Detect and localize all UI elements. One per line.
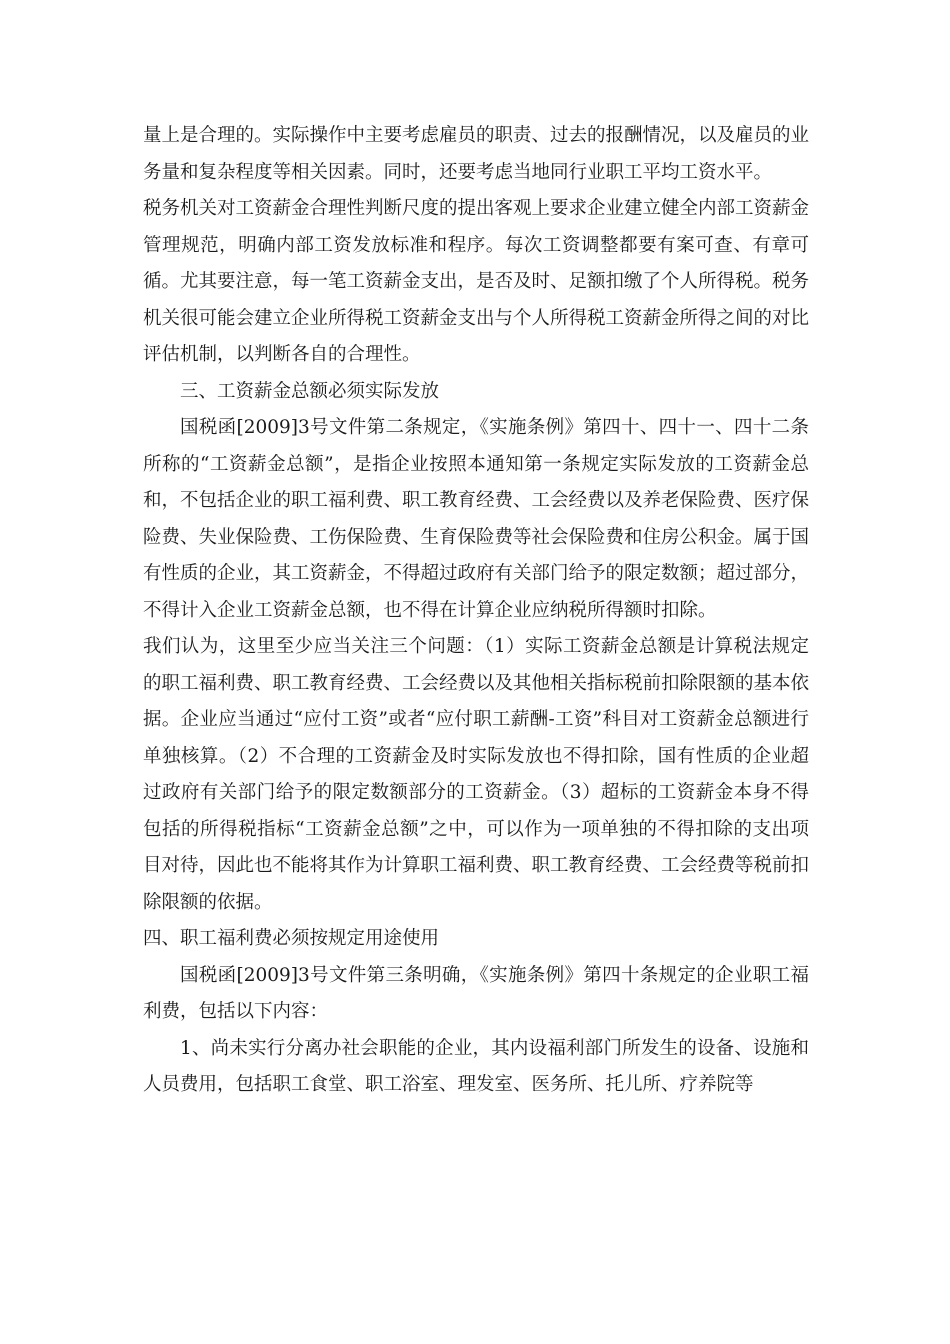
paragraph-1: 量上是合理的。实际操作中主要考虑雇员的职责、过去的报酬情况，以及雇员的业务量和复杂程度等相关因素。同时，还要考虑当地同行业职工平均工资水平。 — [143, 125, 810, 183]
section-heading-4: 四、职工福利费必须按规定用途使用 — [143, 928, 440, 949]
paragraph-8: 1、尚未实行分离办社会职能的企业，其内设福利部门所发生的设备、设施和人员费用，包括职工食堂、职工浴室、理发室、医务所、托儿所、疗养院等 — [143, 1037, 809, 1095]
section-heading-3: 三、工资薪金总额必须实际发放 — [180, 380, 440, 402]
paragraph-5: 我们认为，这里至少应当关注三个问题：（1）实际工资薪金总额是计算税法规定的职工福利费、职工教育经费、工会经费以及其他相关指标税前扣除限额的基本依据。企业应当通过“应付工资”或者“应付职工薪酬-工资”科目对工资薪金总额进行单独核算。（2）不合理的工资薪金及时实际发放也不得扣除，国有性质的企业超过政府有关部门给予的限定数额部分的工资薪金。（3）超标的工资薪金本身不得包括的所得税指标“工资薪金总额”之中，可以作为一项单独的不得扣除的支出项目对待，因此也不能将其作为计算职工福利费、职工教育经费、工会经费等税前扣除限额的依据。 — [143, 636, 810, 913]
paragraph-7: 国税函[2009]3号文件第三条明确，《实施条例》第四十条规定的企业职工福利费，包括以下内容： — [143, 964, 809, 1022]
paragraph-4: 国税函[2009]3号文件第二条规定，《实施条例》第四十、四十一、四十二条所称的“工资薪金总额”，是指企业按照本通知第一条规定实际发放的工资薪金总和，不包括企业的职工福利费、职工教育经费、工会经费以及养老保险费、医疗保险费、失业保险费、工伤保险费、生育保险费等社会保险费和住房公积金。属于国有性质的企业，其工资薪金，不得超过政府有关部门给予的限定数额；超过部分，不得计入企业工资薪金总额，也不得在计算企业应纳税所得额时扣除。 — [143, 417, 810, 621]
document-body — [143, 118, 809, 1104]
paragraph-2: 税务机关对工资薪金合理性判断尺度的提出客观上要求企业建立健全内部工资薪金管理规范，明确内部工资发放标准和程序。每次工资调整都要有案可查、有章可循。尤其要注意，每一笔工资薪金支出，是否及时、足额扣缴了个人所得税。税务机关很可能会建立企业所得税工资薪金支出与个人所得税工资薪金所得之间的对比评估机制，以判断各自的合理性。 — [143, 198, 810, 365]
